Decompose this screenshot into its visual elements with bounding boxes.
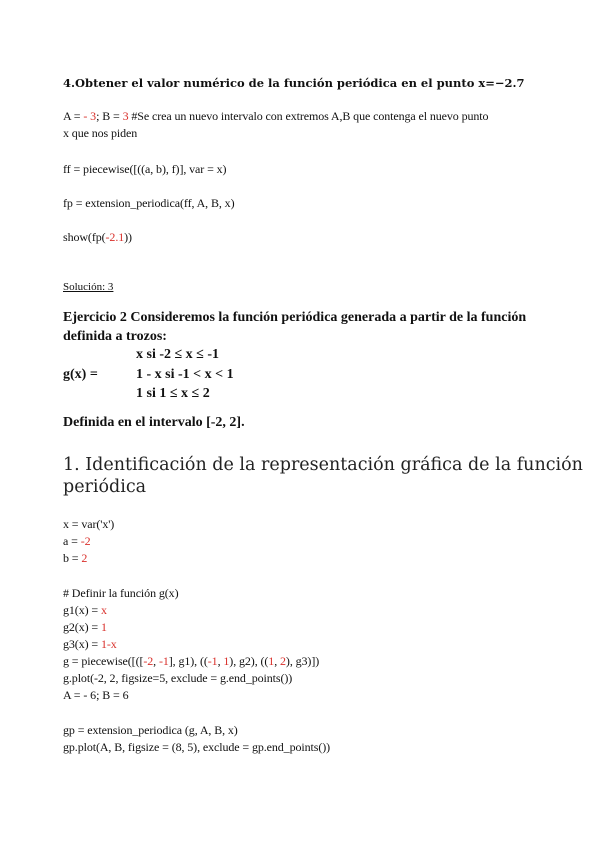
interval-statement: Definida en el intervalo [-2, 2].: [63, 415, 245, 430]
pw-part: ,: [274, 654, 281, 668]
show-value: -2.1: [105, 230, 125, 244]
b-value: 3: [122, 109, 129, 123]
a-assignment: [63, 534, 91, 549]
section1-heading: 1. Identificación de la representación gráfica de la función: [63, 455, 583, 475]
piece-1: x si -2 ≤ x ≤ -1: [136, 347, 220, 362]
show-call: show(fp(: [63, 230, 106, 244]
pw-part: g = piecewise([([: [63, 654, 144, 668]
pw-part: ], g1), ((: [168, 654, 208, 668]
section1-heading-cont: periódica: [63, 477, 147, 497]
fp-line: fp = extension_periodica(ff, A, B, x): [63, 196, 235, 210]
piecewise-line: [63, 654, 319, 669]
interval-line: [63, 109, 488, 124]
gp-line: gp = extension_periodica (g, A, B, x): [63, 723, 238, 737]
pw-num: 2: [280, 654, 286, 668]
pw-num: 1: [223, 654, 230, 668]
section4-title: 4.Obtener el valor numérico de la función periódica en el punto x=−2.7: [63, 76, 525, 90]
a-assign-label: a =: [63, 534, 81, 548]
gx-label: g(x) =: [63, 367, 98, 382]
piece-3: 1 si 1 ≤ x ≤ 2: [136, 386, 210, 401]
ejercicio2-subtitle: definida a trozos:: [63, 329, 167, 344]
g1-value: x: [100, 603, 107, 617]
pw-num: -1: [207, 654, 218, 668]
x-declaration: x = var('x'): [63, 517, 115, 531]
a-value: - 3: [83, 109, 97, 123]
g3-value: 1-x: [100, 637, 117, 651]
gp-plot-line: gp.plot(A, B, figsize = (8, 5), exclude = gp.end_points()): [63, 740, 331, 754]
show-close: )): [124, 230, 132, 244]
g3-label: g3(x) =: [63, 637, 101, 651]
b-assign-value: 2: [81, 551, 88, 565]
b-assignment: [63, 551, 87, 566]
pw-num: -1: [158, 654, 169, 668]
pw-part: ,: [217, 654, 224, 668]
g2-definition: [63, 620, 107, 635]
pw-num: 1: [268, 654, 275, 668]
b-label: ; B =: [96, 109, 123, 123]
piece-2: 1 - x si -1 < x < 1: [136, 367, 234, 382]
pw-part: ,: [153, 654, 159, 668]
a-assign-value: -2: [80, 534, 91, 548]
g1-definition: [63, 603, 107, 618]
show-line: [63, 230, 132, 245]
pw-part: ), g2), ((: [229, 654, 269, 668]
g1-label: g1(x) =: [63, 603, 101, 617]
ff-line: ff = piecewise([((a, b), f)], var = x): [63, 162, 227, 176]
solution-label: Solución: 3: [63, 281, 114, 293]
g2-label: g2(x) =: [63, 620, 101, 634]
pw-num: -2: [143, 654, 154, 668]
code-comment: # Definir la función g(x): [63, 586, 179, 600]
g-plot-line: g.plot(-2, 2, figsize=5, exclude = g.end_points()): [63, 671, 293, 685]
b-assign-label: b =: [63, 551, 82, 565]
ejercicio2-title: Ejercicio 2 Consideremos la función periódica generada a partir de la función: [63, 310, 527, 325]
ab-line: A = - 6; B = 6: [63, 688, 129, 702]
a-label: A =: [63, 109, 84, 123]
piecewise-definition: [63, 347, 363, 407]
pw-part: ), g3)]): [285, 654, 320, 668]
interval-comment: #Se crea un nuevo intervalo con extremos A,B que contenga el nuevo punto: [128, 109, 489, 123]
g2-value: 1: [100, 620, 107, 634]
g3-definition: [63, 637, 117, 652]
interval-comment-cont: x que nos piden: [63, 126, 138, 140]
